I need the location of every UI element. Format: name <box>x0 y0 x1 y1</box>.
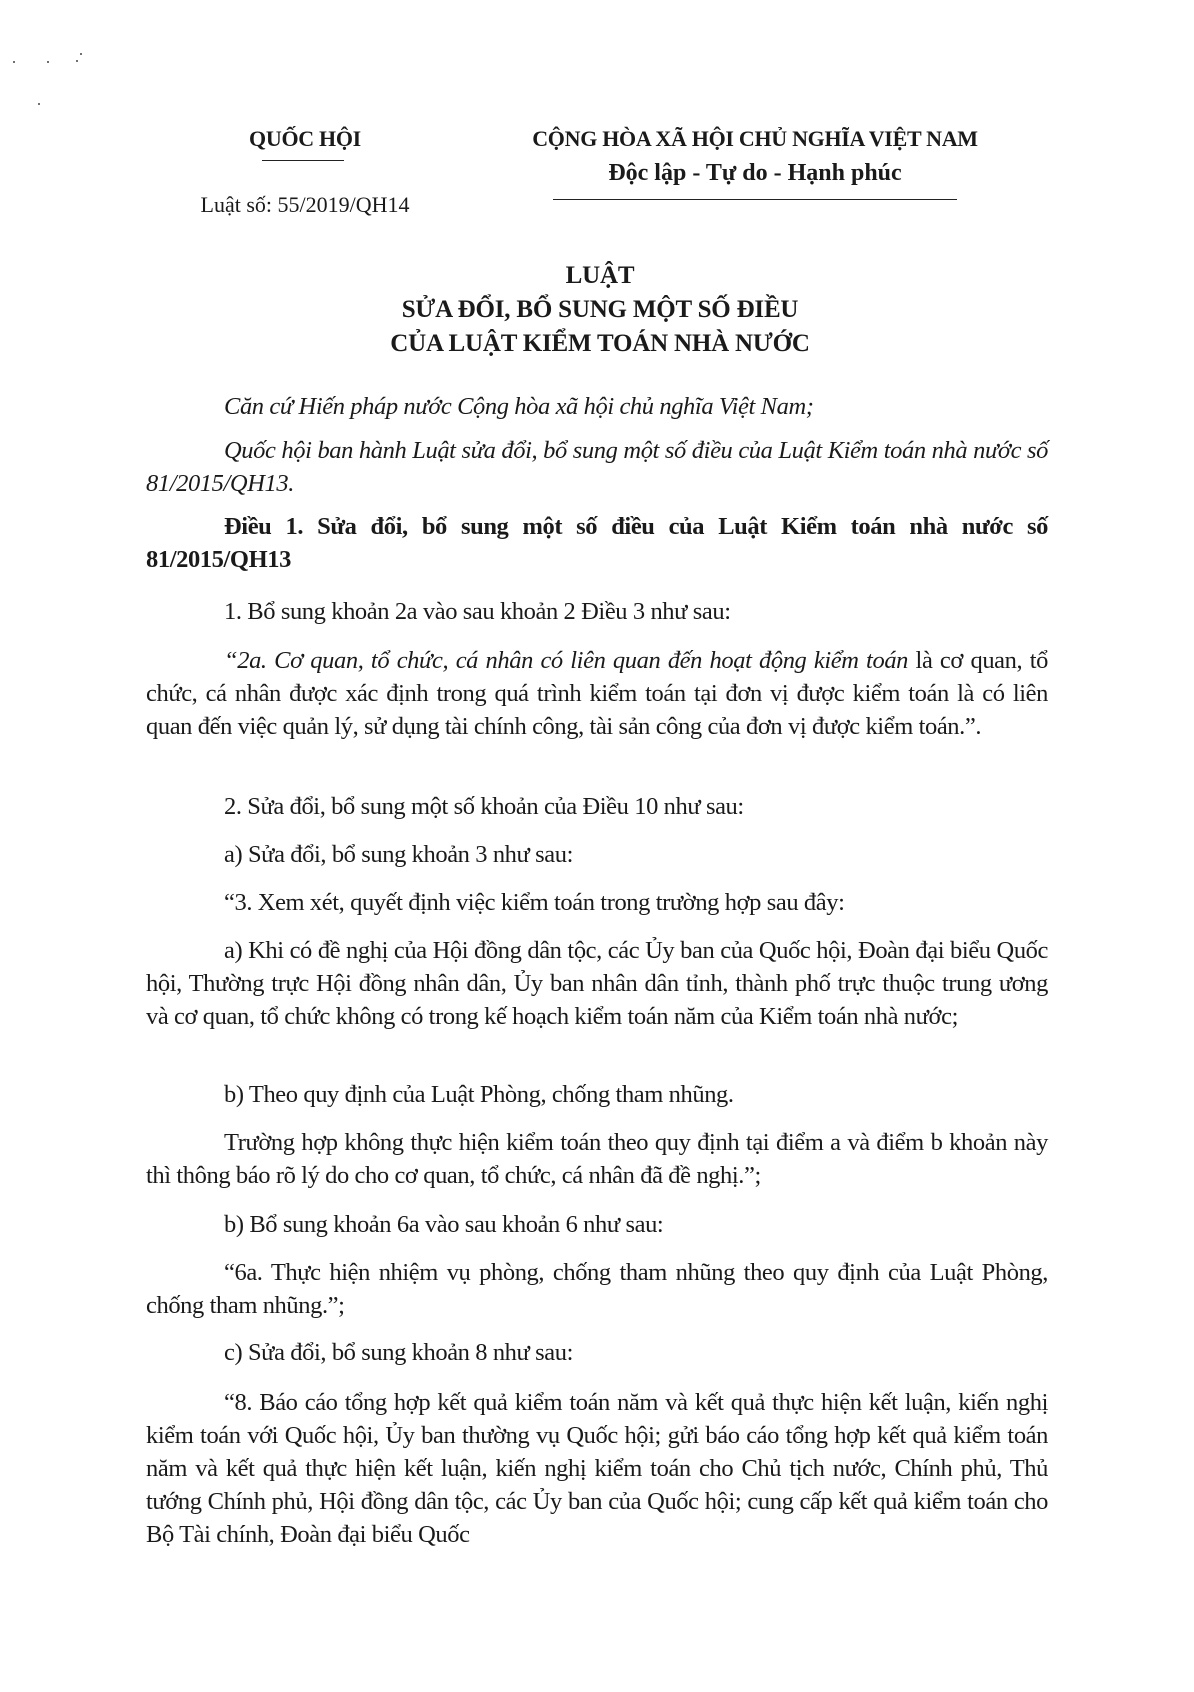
clause-2a: a) Sửa đổi, bổ sung khoản 3 như sau: <box>224 841 573 868</box>
doc-title-line1: LUẬT <box>565 262 635 289</box>
issuer-underline <box>262 160 344 161</box>
scan-speck <box>80 53 82 55</box>
clause-2c: c) Sửa đổi, bổ sung khoản 8 như sau: <box>224 1339 573 1366</box>
clause-exception: Trường hợp không thực hiện kiểm toán theo quy định tại điểm a và điểm b khoản này thì thông báo rõ lý do cho cơ quan, tổ chức, cá nhân đã đề nghị.”; <box>146 1129 1048 1189</box>
point-a: a) Khi có đề nghị của Hội đồng dân tộc, các Ủy ban của Quốc hội, Đoàn đại biểu Quốc hội, Thường trực Hội đồng nhân dân, Ủy ban nhân dân tỉnh, thành phố trực thuộc trung ương và cơ quan, tổ chức không có trong kế hoạch kiểm toán năm của Kiểm toán nhà nước; <box>146 937 1048 1030</box>
preamble-2: Quốc hội ban hành Luật sửa đổi, bổ sung một số điều của Luật Kiểm toán nhà nước số 81/2015/QH13. <box>146 437 1048 497</box>
scan-speck <box>47 61 49 63</box>
country-name: CỘNG HÒA XÃ HỘI CHỦ NGHĨA VIỆT NAM <box>532 126 978 151</box>
motto-underline <box>553 199 957 200</box>
clause-2: 2. Sửa đổi, bổ sung một số khoản của Điều 10 như sau: <box>224 793 744 820</box>
preamble-1: Căn cứ Hiến pháp nước Cộng hòa xã hội chủ nghĩa Việt Nam; <box>224 393 814 420</box>
defined-term: “2a. Cơ quan, tổ chức, cá nhân có liên quan đến hoạt động kiểm toán <box>224 647 909 674</box>
clause-1: 1. Bổ sung khoản 2a vào sau khoản 2 Điều 3 như sau: <box>224 598 731 625</box>
clause-3-quote: “3. Xem xét, quyết định việc kiểm toán trong trường hợp sau đây: <box>224 889 845 916</box>
article-1-heading: Điều 1. Sửa đổi, bổ sung một số điều của Luật Kiểm toán nhà nước số 81/2015/QH13 <box>146 513 1048 573</box>
scan-speck <box>76 60 78 62</box>
scan-speck <box>13 61 15 63</box>
scan-speck <box>38 103 40 105</box>
law-number: Luật số: 55/2019/QH14 <box>200 192 410 217</box>
clause-8-quote: “8. Báo cáo tổng hợp kết quả kiểm toán năm và kết quả thực hiện kết luận, kiến nghị kiểm toán với Quốc hội, Ủy ban thường vụ Quốc hội; gửi báo cáo tổng hợp kết quả kiểm toán năm và kết quả thực hiện kết luận, kiến nghị kiểm toán cho Chủ tịch nước, Chính phủ, Thủ tướng Chính phủ, Hội đồng dân tộc, các Ủy ban của Quốc hội; cung cấp kết quả kiểm toán cho Bộ Tài chính, Đoàn đại biểu Quốc <box>146 1389 1048 1548</box>
clause-2b: b) Bổ sung khoản 6a vào sau khoản 6 như sau: <box>224 1211 664 1238</box>
issuer: QUỐC HỘI <box>249 126 361 151</box>
clause-6a-quote: “6a. Thực hiện nhiệm vụ phòng, chống tham nhũng theo quy định của Luật Phòng, chống tham nhũng.”; <box>146 1259 1048 1319</box>
doc-title-line3: CỦA LUẬT KIỂM TOÁN NHÀ NƯỚC <box>390 330 810 357</box>
national-motto: Độc lập - Tự do - Hạnh phúc <box>608 160 902 186</box>
clause-2a-quote: “2a. Cơ quan, tổ chức, cá nhân có liên quan đến hoạt động kiểm toán là cơ quan, tổ chức, cá nhân được xác định trong quá trình kiểm toán tại đơn vị được kiểm toán là có liên quan đến việc quản lý, sử dụng tài chính công, tài sản công của đơn vị được kiểm toán.”. <box>146 647 1048 740</box>
doc-title-line2: SỬA ĐỔI, BỔ SUNG MỘT SỐ ĐIỀU <box>401 296 799 323</box>
point-b: b) Theo quy định của Luật Phòng, chống tham nhũng. <box>224 1081 734 1108</box>
